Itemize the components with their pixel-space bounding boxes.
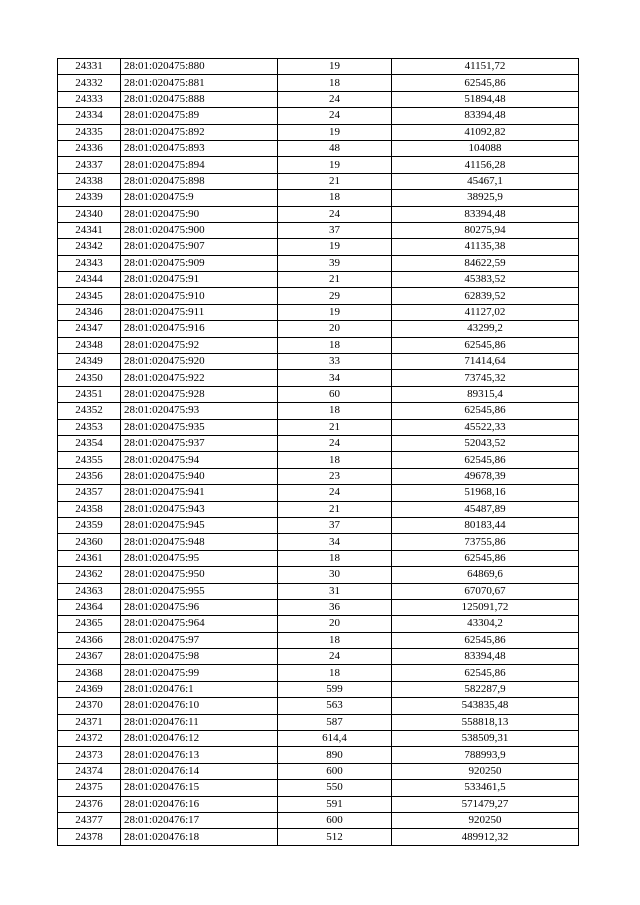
row-number-cell: 24373 [58, 747, 121, 763]
cadastral-number-cell: 28:01:020475:888 [121, 91, 278, 107]
cadastral-value-cell: 83394,48 [392, 108, 579, 124]
area-cell: 39 [278, 255, 392, 271]
table-row [58, 681, 579, 697]
registry-table-body [58, 59, 579, 846]
cadastral-number-cell: 28:01:020475:940 [121, 468, 278, 484]
table-row [58, 534, 579, 550]
row-number-cell: 24360 [58, 534, 121, 550]
table-row [58, 665, 579, 681]
cadastral-number-cell: 28:01:020475:941 [121, 485, 278, 501]
area-cell: 21 [278, 501, 392, 517]
table-row [58, 157, 579, 173]
cadastral-number-cell: 28:01:020475:910 [121, 288, 278, 304]
cadastral-number-cell: 28:01:020475:92 [121, 337, 278, 353]
cadastral-number-cell: 28:01:020475:955 [121, 583, 278, 599]
row-number-cell: 24355 [58, 452, 121, 468]
cadastral-value-cell: 84622,59 [392, 255, 579, 271]
cadastral-value-cell: 71414,64 [392, 354, 579, 370]
area-cell: 24 [278, 91, 392, 107]
cadastral-value-cell: 62545,86 [392, 403, 579, 419]
row-number-cell: 24369 [58, 681, 121, 697]
table-row [58, 435, 579, 451]
area-cell: 591 [278, 796, 392, 812]
cadastral-number-cell: 28:01:020475:937 [121, 435, 278, 451]
cadastral-number-cell: 28:01:020475:90 [121, 206, 278, 222]
cadastral-number-cell: 28:01:020475:892 [121, 124, 278, 140]
cadastral-value-cell: 41092,82 [392, 124, 579, 140]
area-cell: 24 [278, 206, 392, 222]
cadastral-value-cell: 920250 [392, 763, 579, 779]
table-row [58, 206, 579, 222]
cadastral-number-cell: 28:01:020475:99 [121, 665, 278, 681]
cadastral-value-cell: 51894,48 [392, 91, 579, 107]
cadastral-value-cell: 571479,27 [392, 796, 579, 812]
cadastral-number-cell: 28:01:020475:93 [121, 403, 278, 419]
area-cell: 20 [278, 616, 392, 632]
cadastral-value-cell: 558818,13 [392, 714, 579, 730]
area-cell: 587 [278, 714, 392, 730]
table-row [58, 272, 579, 288]
cadastral-value-cell: 125091,72 [392, 599, 579, 615]
table-row [58, 239, 579, 255]
area-cell: 20 [278, 321, 392, 337]
table-row [58, 632, 579, 648]
cadastral-value-cell: 489912,32 [392, 829, 579, 845]
row-number-cell: 24334 [58, 108, 121, 124]
cadastral-value-cell: 62545,86 [392, 665, 579, 681]
row-number-cell: 24336 [58, 140, 121, 156]
area-cell: 24 [278, 485, 392, 501]
cadastral-value-cell: 83394,48 [392, 649, 579, 665]
cadastral-value-cell: 73755,86 [392, 534, 579, 550]
table-row [58, 468, 579, 484]
row-number-cell: 24375 [58, 780, 121, 796]
table-row [58, 321, 579, 337]
table-row [58, 649, 579, 665]
row-number-cell: 24370 [58, 698, 121, 714]
row-number-cell: 24354 [58, 435, 121, 451]
row-number-cell: 24371 [58, 714, 121, 730]
area-cell: 29 [278, 288, 392, 304]
cadastral-value-cell: 62545,86 [392, 550, 579, 566]
area-cell: 18 [278, 75, 392, 91]
cadastral-number-cell: 28:01:020476:15 [121, 780, 278, 796]
cadastral-number-cell: 28:01:020475:881 [121, 75, 278, 91]
table-row [58, 288, 579, 304]
row-number-cell: 24358 [58, 501, 121, 517]
row-number-cell: 24350 [58, 370, 121, 386]
row-number-cell: 24333 [58, 91, 121, 107]
row-number-cell: 24347 [58, 321, 121, 337]
table-row [58, 763, 579, 779]
cadastral-value-cell: 920250 [392, 812, 579, 828]
cadastral-number-cell: 28:01:020475:909 [121, 255, 278, 271]
table-row [58, 337, 579, 353]
row-number-cell: 24377 [58, 812, 121, 828]
cadastral-number-cell: 28:01:020475:898 [121, 173, 278, 189]
area-cell: 36 [278, 599, 392, 615]
table-row [58, 698, 579, 714]
table-row [58, 616, 579, 632]
table-row [58, 59, 579, 75]
cadastral-number-cell: 28:01:020475:907 [121, 239, 278, 255]
cadastral-value-cell: 83394,48 [392, 206, 579, 222]
area-cell: 18 [278, 403, 392, 419]
cadastral-value-cell: 533461,5 [392, 780, 579, 796]
cadastral-value-cell: 43299,2 [392, 321, 579, 337]
area-cell: 550 [278, 780, 392, 796]
area-cell: 48 [278, 140, 392, 156]
cadastral-number-cell: 28:01:020476:18 [121, 829, 278, 845]
table-row [58, 550, 579, 566]
cadastral-value-cell: 41151,72 [392, 59, 579, 75]
table-row [58, 403, 579, 419]
area-cell: 18 [278, 550, 392, 566]
table-row [58, 419, 579, 435]
row-number-cell: 24352 [58, 403, 121, 419]
table-row [58, 108, 579, 124]
cadastral-value-cell: 543835,48 [392, 698, 579, 714]
row-number-cell: 24353 [58, 419, 121, 435]
cadastral-value-cell: 67070,67 [392, 583, 579, 599]
cadastral-number-cell: 28:01:020476:1 [121, 681, 278, 697]
area-cell: 21 [278, 173, 392, 189]
cadastral-number-cell: 28:01:020476:12 [121, 731, 278, 747]
row-number-cell: 24366 [58, 632, 121, 648]
cadastral-value-cell: 62545,86 [392, 337, 579, 353]
table-row [58, 452, 579, 468]
cadastral-number-cell: 28:01:020476:16 [121, 796, 278, 812]
cadastral-number-cell: 28:01:020475:96 [121, 599, 278, 615]
cadastral-value-cell: 62545,86 [392, 75, 579, 91]
cadastral-number-cell: 28:01:020475:900 [121, 222, 278, 238]
row-number-cell: 24361 [58, 550, 121, 566]
cadastral-value-cell: 41135,38 [392, 239, 579, 255]
table-row [58, 255, 579, 271]
area-cell: 24 [278, 435, 392, 451]
cadastral-number-cell: 28:01:020475:964 [121, 616, 278, 632]
registry-table [57, 58, 579, 846]
cadastral-number-cell: 28:01:020475:97 [121, 632, 278, 648]
row-number-cell: 24338 [58, 173, 121, 189]
cadastral-value-cell: 64869,6 [392, 567, 579, 583]
table-row [58, 829, 579, 845]
table-row [58, 91, 579, 107]
area-cell: 30 [278, 567, 392, 583]
table-row [58, 140, 579, 156]
cadastral-number-cell: 28:01:020475:91 [121, 272, 278, 288]
area-cell: 18 [278, 337, 392, 353]
table-row [58, 812, 579, 828]
cadastral-number-cell: 28:01:020475:935 [121, 419, 278, 435]
table-row [58, 190, 579, 206]
table-row [58, 304, 579, 320]
area-cell: 24 [278, 649, 392, 665]
cadastral-number-cell: 28:01:020476:14 [121, 763, 278, 779]
area-cell: 23 [278, 468, 392, 484]
cadastral-number-cell: 28:01:020475:916 [121, 321, 278, 337]
row-number-cell: 24335 [58, 124, 121, 140]
table-row [58, 386, 579, 402]
area-cell: 34 [278, 370, 392, 386]
area-cell: 614,4 [278, 731, 392, 747]
area-cell: 21 [278, 419, 392, 435]
row-number-cell: 24367 [58, 649, 121, 665]
row-number-cell: 24349 [58, 354, 121, 370]
row-number-cell: 24346 [58, 304, 121, 320]
cadastral-value-cell: 49678,39 [392, 468, 579, 484]
area-cell: 21 [278, 272, 392, 288]
area-cell: 34 [278, 534, 392, 550]
cadastral-number-cell: 28:01:020475:920 [121, 354, 278, 370]
area-cell: 19 [278, 157, 392, 173]
table-row [58, 75, 579, 91]
cadastral-number-cell: 28:01:020475:893 [121, 140, 278, 156]
row-number-cell: 24332 [58, 75, 121, 91]
row-number-cell: 24341 [58, 222, 121, 238]
area-cell: 31 [278, 583, 392, 599]
row-number-cell: 24345 [58, 288, 121, 304]
table-row [58, 370, 579, 386]
cadastral-value-cell: 62545,86 [392, 632, 579, 648]
cadastral-number-cell: 28:01:020475:894 [121, 157, 278, 173]
cadastral-value-cell: 45487,89 [392, 501, 579, 517]
cadastral-value-cell: 62839,52 [392, 288, 579, 304]
table-row [58, 780, 579, 796]
cadastral-value-cell: 62545,86 [392, 452, 579, 468]
cadastral-number-cell: 28:01:020475:98 [121, 649, 278, 665]
cadastral-value-cell: 43304,2 [392, 616, 579, 632]
area-cell: 24 [278, 108, 392, 124]
cadastral-number-cell: 28:01:020475:948 [121, 534, 278, 550]
row-number-cell: 24362 [58, 567, 121, 583]
row-number-cell: 24344 [58, 272, 121, 288]
cadastral-number-cell: 28:01:020475:89 [121, 108, 278, 124]
table-row [58, 731, 579, 747]
area-cell: 37 [278, 517, 392, 533]
cadastral-value-cell: 80275,94 [392, 222, 579, 238]
cadastral-number-cell: 28:01:020475:922 [121, 370, 278, 386]
row-number-cell: 24340 [58, 206, 121, 222]
area-cell: 890 [278, 747, 392, 763]
area-cell: 563 [278, 698, 392, 714]
area-cell: 18 [278, 190, 392, 206]
cadastral-value-cell: 51968,16 [392, 485, 579, 501]
cadastral-value-cell: 73745,32 [392, 370, 579, 386]
area-cell: 60 [278, 386, 392, 402]
cadastral-value-cell: 104088 [392, 140, 579, 156]
cadastral-value-cell: 538509,31 [392, 731, 579, 747]
row-number-cell: 24378 [58, 829, 121, 845]
area-cell: 37 [278, 222, 392, 238]
table-row [58, 124, 579, 140]
cadastral-number-cell: 28:01:020475:880 [121, 59, 278, 75]
cadastral-value-cell: 41156,28 [392, 157, 579, 173]
area-cell: 600 [278, 763, 392, 779]
table-row [58, 222, 579, 238]
cadastral-number-cell: 28:01:020475:94 [121, 452, 278, 468]
area-cell: 18 [278, 452, 392, 468]
row-number-cell: 24368 [58, 665, 121, 681]
area-cell: 19 [278, 59, 392, 75]
cadastral-value-cell: 41127,02 [392, 304, 579, 320]
row-number-cell: 24376 [58, 796, 121, 812]
table-row [58, 485, 579, 501]
row-number-cell: 24357 [58, 485, 121, 501]
cadastral-number-cell: 28:01:020476:11 [121, 714, 278, 730]
cadastral-number-cell: 28:01:020475:928 [121, 386, 278, 402]
cadastral-value-cell: 45522,33 [392, 419, 579, 435]
cadastral-value-cell: 38925,9 [392, 190, 579, 206]
table-row [58, 354, 579, 370]
row-number-cell: 24343 [58, 255, 121, 271]
area-cell: 19 [278, 304, 392, 320]
table-row [58, 567, 579, 583]
cadastral-value-cell: 89315,4 [392, 386, 579, 402]
area-cell: 18 [278, 632, 392, 648]
row-number-cell: 24359 [58, 517, 121, 533]
area-cell: 33 [278, 354, 392, 370]
cadastral-value-cell: 80183,44 [392, 517, 579, 533]
table-row [58, 583, 579, 599]
cadastral-value-cell: 52043,52 [392, 435, 579, 451]
cadastral-number-cell: 28:01:020475:950 [121, 567, 278, 583]
row-number-cell: 24372 [58, 731, 121, 747]
cadastral-number-cell: 28:01:020476:17 [121, 812, 278, 828]
row-number-cell: 24331 [58, 59, 121, 75]
row-number-cell: 24351 [58, 386, 121, 402]
cadastral-number-cell: 28:01:020475:95 [121, 550, 278, 566]
cadastral-number-cell: 28:01:020475:911 [121, 304, 278, 320]
cadastral-number-cell: 28:01:020476:10 [121, 698, 278, 714]
row-number-cell: 24363 [58, 583, 121, 599]
table-row [58, 747, 579, 763]
cadastral-number-cell: 28:01:020476:13 [121, 747, 278, 763]
cadastral-number-cell: 28:01:020475:945 [121, 517, 278, 533]
table-row [58, 599, 579, 615]
cadastral-value-cell: 45467,1 [392, 173, 579, 189]
area-cell: 512 [278, 829, 392, 845]
area-cell: 599 [278, 681, 392, 697]
area-cell: 18 [278, 665, 392, 681]
row-number-cell: 24342 [58, 239, 121, 255]
row-number-cell: 24337 [58, 157, 121, 173]
table-row [58, 501, 579, 517]
cadastral-value-cell: 45383,52 [392, 272, 579, 288]
table-row [58, 517, 579, 533]
cadastral-number-cell: 28:01:020475:9 [121, 190, 278, 206]
row-number-cell: 24364 [58, 599, 121, 615]
row-number-cell: 24339 [58, 190, 121, 206]
row-number-cell: 24348 [58, 337, 121, 353]
table-row [58, 714, 579, 730]
row-number-cell: 24365 [58, 616, 121, 632]
cadastral-number-cell: 28:01:020475:943 [121, 501, 278, 517]
table-row [58, 796, 579, 812]
area-cell: 19 [278, 239, 392, 255]
row-number-cell: 24356 [58, 468, 121, 484]
table-row [58, 173, 579, 189]
row-number-cell: 24374 [58, 763, 121, 779]
area-cell: 19 [278, 124, 392, 140]
area-cell: 600 [278, 812, 392, 828]
cadastral-value-cell: 582287,9 [392, 681, 579, 697]
cadastral-value-cell: 788993,9 [392, 747, 579, 763]
